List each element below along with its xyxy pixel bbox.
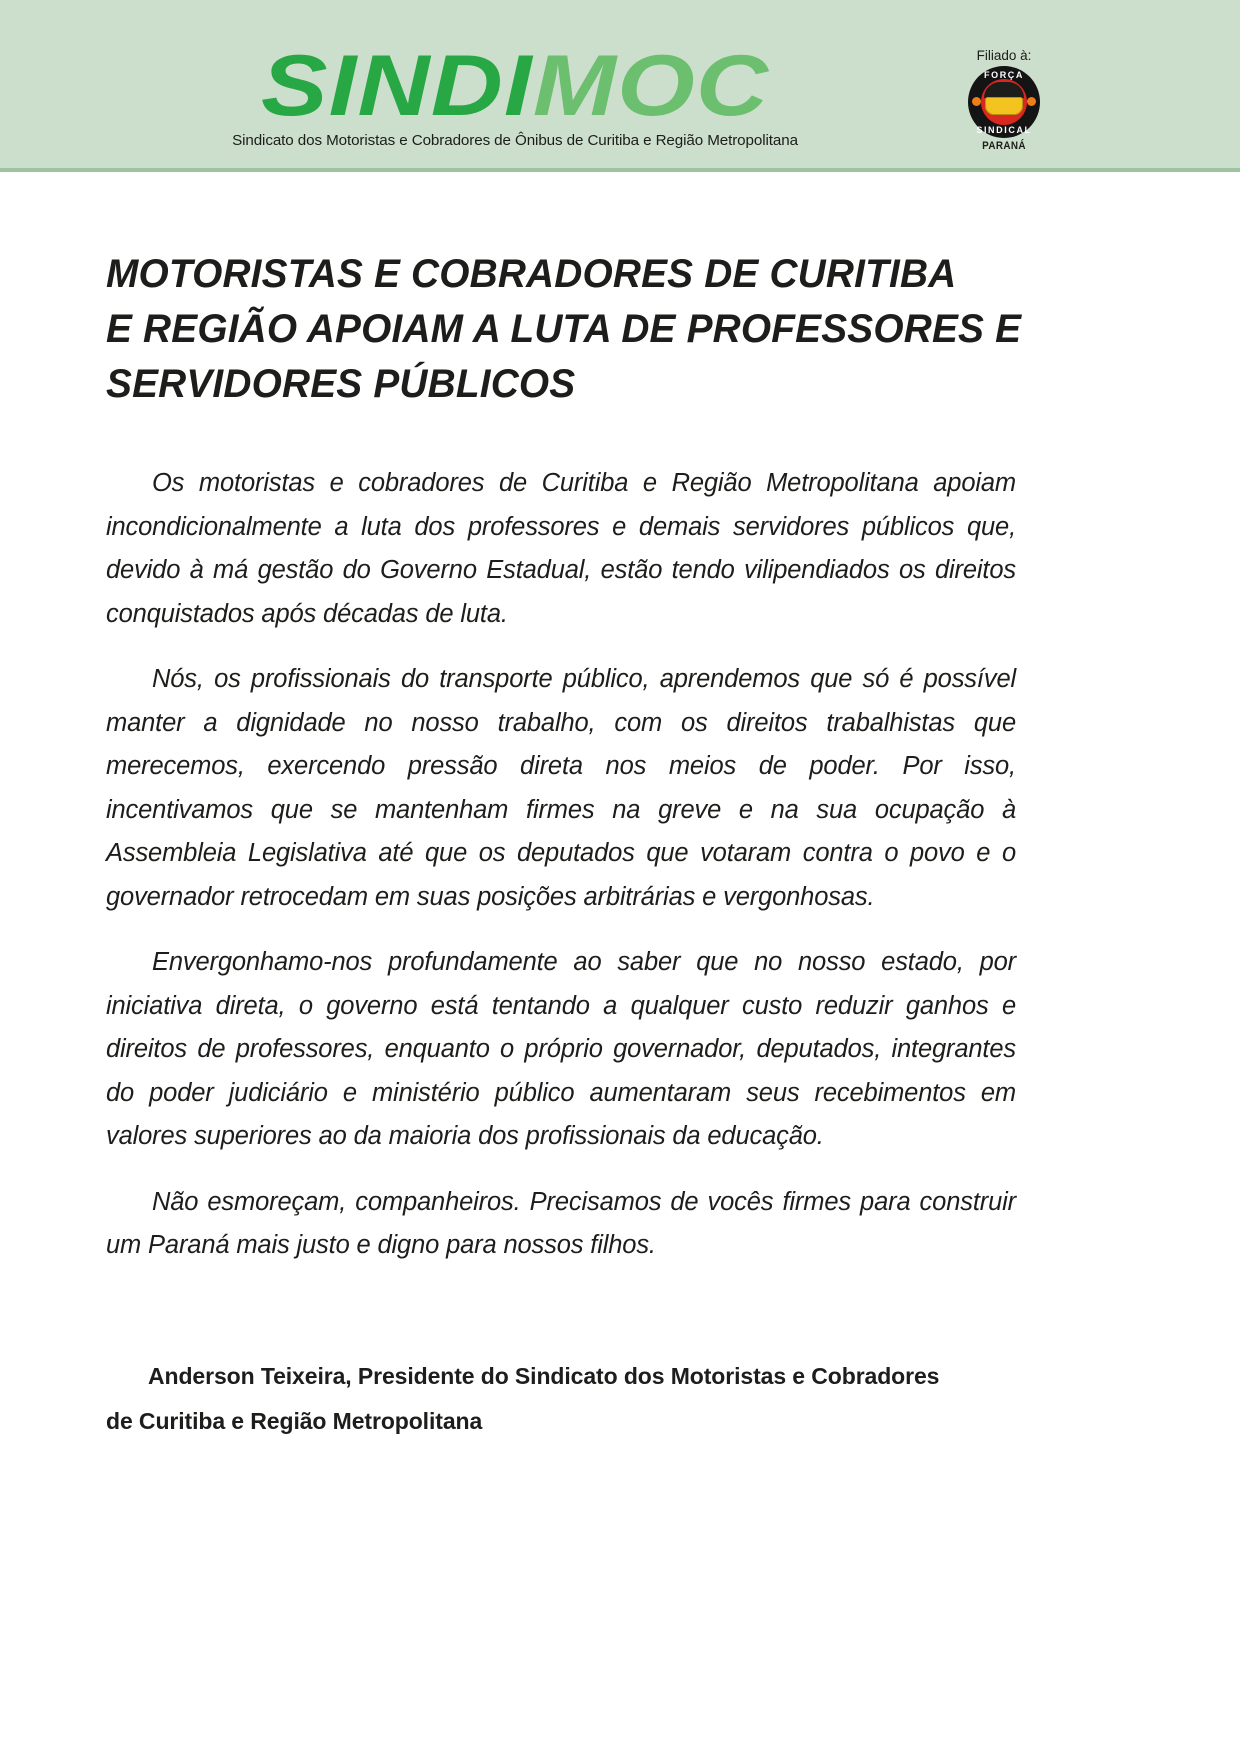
badge-state-parana: PARANÁ	[982, 140, 1026, 152]
signature-line-1: Anderson Teixeira, Presidente do Sindicato dos Motoristas e Cobradores	[148, 1363, 940, 1389]
signature-block	[106, 1354, 1016, 1444]
badge-text-sindical: SINDICAL	[976, 125, 1032, 135]
page-title	[106, 247, 1066, 412]
logo-wordmark-part-moc: MOC	[532, 38, 770, 134]
page-title-line-2: E REGIÃO APOIAM A LUTA DE PROFESSORES E	[106, 307, 1022, 351]
badge-text-forca: FORÇA	[984, 70, 1024, 80]
affiliation-label: Filiado à:	[976, 48, 1032, 63]
badge-dot-right	[1027, 97, 1036, 106]
logo-wordmark	[175, 38, 855, 134]
badge-dot-left	[972, 97, 981, 106]
logo-tagline: Sindicato dos Motoristas e Cobradores de Ônibus de Curitiba e Região Metropolitana	[232, 132, 798, 149]
article-paragraph: Nós, os profissionais do transporte público, aprendemos que só é possível manter a dignidade no nosso trabalho, com os direitos trabalhistas que merecemos, exercendo pressão direta nos meios de poder. Por isso, incentivamos que se mantenham firmes na greve e na sua ocupação à Assembleia Legislativa até que os deputados que votaram contra o povo e o governador retrocedam em suas posições arbitrárias e vergonhosas.	[106, 665, 1016, 911]
page-title-line-1: MOTORISTAS E COBRADORES DE CURITIBA	[106, 252, 957, 296]
article-paragraph: Envergonhamo-nos profundamente ao saber que no nosso estado, por iniciativa direta, o governo está tentando a qualquer custo reduzir ganhos e direitos de professores, enquanto o próprio governador, deputados, integrantes do poder judiciário e ministério público aumentaram seus recebimentos em valores superiores ao da maioria dos profissionais da educação.	[106, 948, 1016, 1150]
logo-wordmark-part-sindi: SINDI	[260, 38, 533, 134]
article-text	[106, 462, 1016, 1268]
forca-sindical-logo-icon	[968, 66, 1040, 138]
article-paragraph: Não esmoreçam, companheiros. Precisamos de vocês firmes para construir um Paraná mais justo e digno para nossos filhos.	[106, 1187, 1016, 1259]
page-title-line-3: SERVIDORES PÚBLICOS	[106, 362, 576, 406]
sindimoc-logo	[222, 38, 808, 150]
signature-line-2: de Curitiba e Região Metropolitana	[106, 1408, 483, 1434]
badge-hands-icon	[985, 97, 1023, 115]
article-paragraph: Os motoristas e cobradores de Curitiba e Região Metropolitana apoiam incondicionalmente a luta dos professores e demais servidores públicos que, devido à má gestão do Governo Estadual, estão tendo vilipendiados os direitos conquistados após décadas de luta.	[106, 469, 1016, 628]
header-band	[0, 0, 1240, 172]
affiliation-block	[948, 48, 1060, 152]
